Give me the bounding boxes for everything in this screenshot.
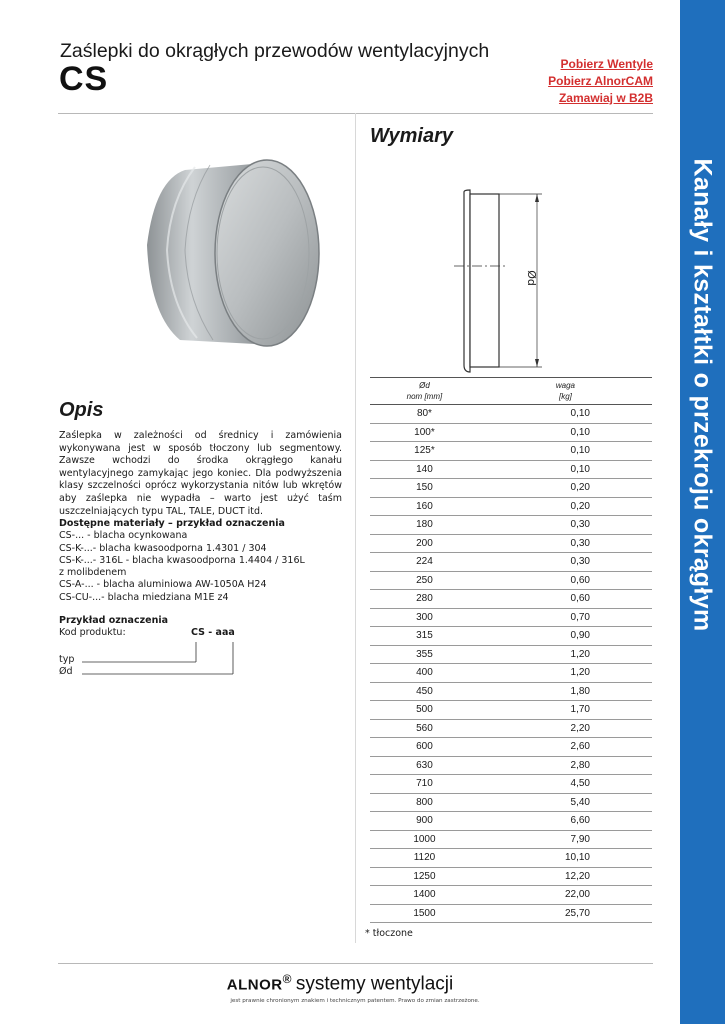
- cell-diameter: 180: [370, 516, 479, 535]
- cell-weight: 0,10: [479, 460, 652, 479]
- cell-diameter: 1250: [370, 867, 479, 886]
- column-header-diameter: [370, 378, 479, 405]
- dimensions-heading: Wymiary: [370, 125, 454, 147]
- cell-weight: 5,40: [479, 793, 652, 812]
- description-text: Zaślepka w zależności od średnicy i zamówienia wykonywana jest w sposób tłoczony lub segmentowy. Zawsze wchodzi do środka okrągłego kanału wentylacyjnego zamykając jego koniec. Dla podwyższenia klasy szczelności oprócz wykorzystania nitów lub wkrętów aby zaślepka nie wypadła – warto jest użyć taśm uszczelniających typu TAL, TALE, DUCT itd.: [59, 430, 342, 517]
- footer-divider: [58, 963, 653, 964]
- link-pobierz-alnorcam[interactable]: Pobierz AlnorCAM: [548, 74, 653, 88]
- column-header-weight: [479, 378, 652, 405]
- cell-weight: 25,70: [479, 904, 652, 923]
- diameter-label: Ød: [525, 270, 538, 286]
- material-line: CS-K-...- 316L - blacha kwasoodporna 1.4404 / 316L: [59, 554, 305, 566]
- code-d-label: Ød: [59, 666, 73, 677]
- table-row: [370, 904, 652, 923]
- table-row: [370, 867, 652, 886]
- table-row: [370, 571, 652, 590]
- cell-diameter: 500: [370, 701, 479, 720]
- table-row: [370, 812, 652, 831]
- material-line: CS-K-...- blacha kwasoodporna 1.4301 / 304: [59, 542, 267, 554]
- materials-heading: Dostępne materiały – przykład oznaczenia: [59, 518, 285, 529]
- brand-name: ALNOR: [226, 976, 283, 994]
- cell-diameter: 1000: [370, 830, 479, 849]
- table-row: [370, 756, 652, 775]
- cell-diameter: 900: [370, 812, 479, 831]
- link-pobierz-wentyle[interactable]: Pobierz Wentyle: [560, 57, 653, 71]
- cell-diameter: 100*: [370, 423, 479, 442]
- table-row: [370, 608, 652, 627]
- table-row: [370, 442, 652, 461]
- table-header-row: [370, 378, 652, 405]
- cell-diameter: 160: [370, 497, 479, 516]
- page-title: CS: [59, 60, 109, 98]
- table-body: [370, 405, 652, 923]
- table-row: [370, 460, 652, 479]
- cell-diameter: 280: [370, 590, 479, 609]
- cell-diameter: 250: [370, 571, 479, 590]
- cell-weight: 0,10: [479, 423, 652, 442]
- cell-weight: 12,20: [479, 867, 652, 886]
- cell-diameter: 80*: [370, 405, 479, 424]
- cell-weight: 4,50: [479, 775, 652, 794]
- table-row: [370, 590, 652, 609]
- material-line: CS-A-... - blacha aluminiowa AW-1050A H24: [59, 579, 267, 591]
- product-photo: [125, 140, 325, 355]
- table-row: [370, 738, 652, 757]
- table-row: [370, 497, 652, 516]
- table-row: [370, 701, 652, 720]
- cell-weight: 2,60: [479, 738, 652, 757]
- cell-diameter: 224: [370, 553, 479, 572]
- cell-weight: 1,80: [479, 682, 652, 701]
- cell-weight: 0,70: [479, 608, 652, 627]
- product-code-label: Kod produktu:: [59, 627, 126, 639]
- column-header-diameter-symbol: Ød: [419, 381, 430, 390]
- cell-diameter: 600: [370, 738, 479, 757]
- materials-list: [59, 518, 349, 604]
- table-row: [370, 553, 652, 572]
- cell-diameter: 400: [370, 664, 479, 683]
- material-line: z molibdenem: [59, 567, 127, 579]
- product-code-value: CS - aaa: [191, 627, 235, 639]
- column-header-diameter-unit: nom [mm]: [406, 392, 443, 401]
- cell-weight: 0,60: [479, 590, 652, 609]
- cell-diameter: 355: [370, 645, 479, 664]
- cell-weight: 0,20: [479, 479, 652, 498]
- cell-weight: 0,60: [479, 571, 652, 590]
- cell-weight: 10,10: [479, 849, 652, 868]
- page-subtitle: Zaślepki do okrągłych przewodów wentylacyjnych: [60, 40, 490, 62]
- cell-weight: 1,70: [479, 701, 652, 720]
- cell-weight: 0,10: [479, 405, 652, 424]
- cell-diameter: 800: [370, 793, 479, 812]
- table-row: [370, 627, 652, 646]
- cell-weight: 1,20: [479, 645, 652, 664]
- table-row: [370, 849, 652, 868]
- cell-diameter: 1400: [370, 886, 479, 905]
- column-header-weight-label: waga: [555, 381, 575, 390]
- cell-diameter: 300: [370, 608, 479, 627]
- cell-diameter: 150: [370, 479, 479, 498]
- column-header-weight-unit: [kg]: [558, 392, 572, 401]
- table-row: [370, 830, 652, 849]
- cell-weight: 0,90: [479, 627, 652, 646]
- column-divider: [355, 113, 356, 943]
- cell-weight: 0,30: [479, 516, 652, 535]
- table-row: [370, 479, 652, 498]
- download-links: [548, 56, 653, 107]
- code-diagram-lines: [59, 640, 249, 680]
- table-row: [370, 886, 652, 905]
- description-heading: Opis: [59, 399, 104, 421]
- link-zamawiaj-b2b[interactable]: Zamawiaj w B2B: [558, 91, 653, 105]
- table-row: [370, 775, 652, 794]
- cell-weight: 0,30: [479, 553, 652, 572]
- cell-diameter: 1120: [370, 849, 479, 868]
- cell-weight: 0,30: [479, 534, 652, 553]
- example-heading: Przykład oznaczenia: [59, 615, 168, 626]
- code-typ-label: typ: [59, 654, 75, 665]
- sidebar-title: Kanały i kształtki o przekroju okrągłym: [688, 158, 717, 632]
- legal-notice: jest prawnie chronionym znakiem i technicznym patentem. Prawo do zmian zastrzeżone.: [230, 998, 480, 1004]
- registered-mark: ®: [282, 972, 292, 986]
- cell-diameter: 125*: [370, 442, 479, 461]
- dimensions-table: [370, 377, 652, 923]
- cell-diameter: 1500: [370, 904, 479, 923]
- brand-logo: [0, 972, 680, 995]
- table-row: [370, 423, 652, 442]
- cell-weight: 2,20: [479, 719, 652, 738]
- cell-diameter: 450: [370, 682, 479, 701]
- brand-tagline: systemy wentylacji: [295, 973, 454, 995]
- technical-drawing: [440, 180, 560, 380]
- cell-diameter: 560: [370, 719, 479, 738]
- table-row: [370, 719, 652, 738]
- cell-weight: 0,20: [479, 497, 652, 516]
- cell-diameter: 315: [370, 627, 479, 646]
- table-row: [370, 405, 652, 424]
- cell-weight: 6,60: [479, 812, 652, 831]
- table-footnote: * tłoczone: [365, 928, 413, 939]
- table-row: [370, 516, 652, 535]
- cell-weight: 22,00: [479, 886, 652, 905]
- cell-diameter: 200: [370, 534, 479, 553]
- cell-weight: 1,20: [479, 664, 652, 683]
- cell-diameter: 140: [370, 460, 479, 479]
- table-row: [370, 534, 652, 553]
- table-row: [370, 793, 652, 812]
- table-row: [370, 664, 652, 683]
- cell-weight: 2,80: [479, 756, 652, 775]
- table-row: [370, 645, 652, 664]
- material-line: CS-CU-...- blacha miedziana M1E z4: [59, 591, 229, 603]
- cell-diameter: 630: [370, 756, 479, 775]
- cell-weight: 7,90: [479, 830, 652, 849]
- cell-weight: 0,10: [479, 442, 652, 461]
- cell-diameter: 710: [370, 775, 479, 794]
- code-example: [59, 615, 349, 640]
- material-line: CS-... - blacha ocynkowana: [59, 530, 188, 542]
- table-row: [370, 682, 652, 701]
